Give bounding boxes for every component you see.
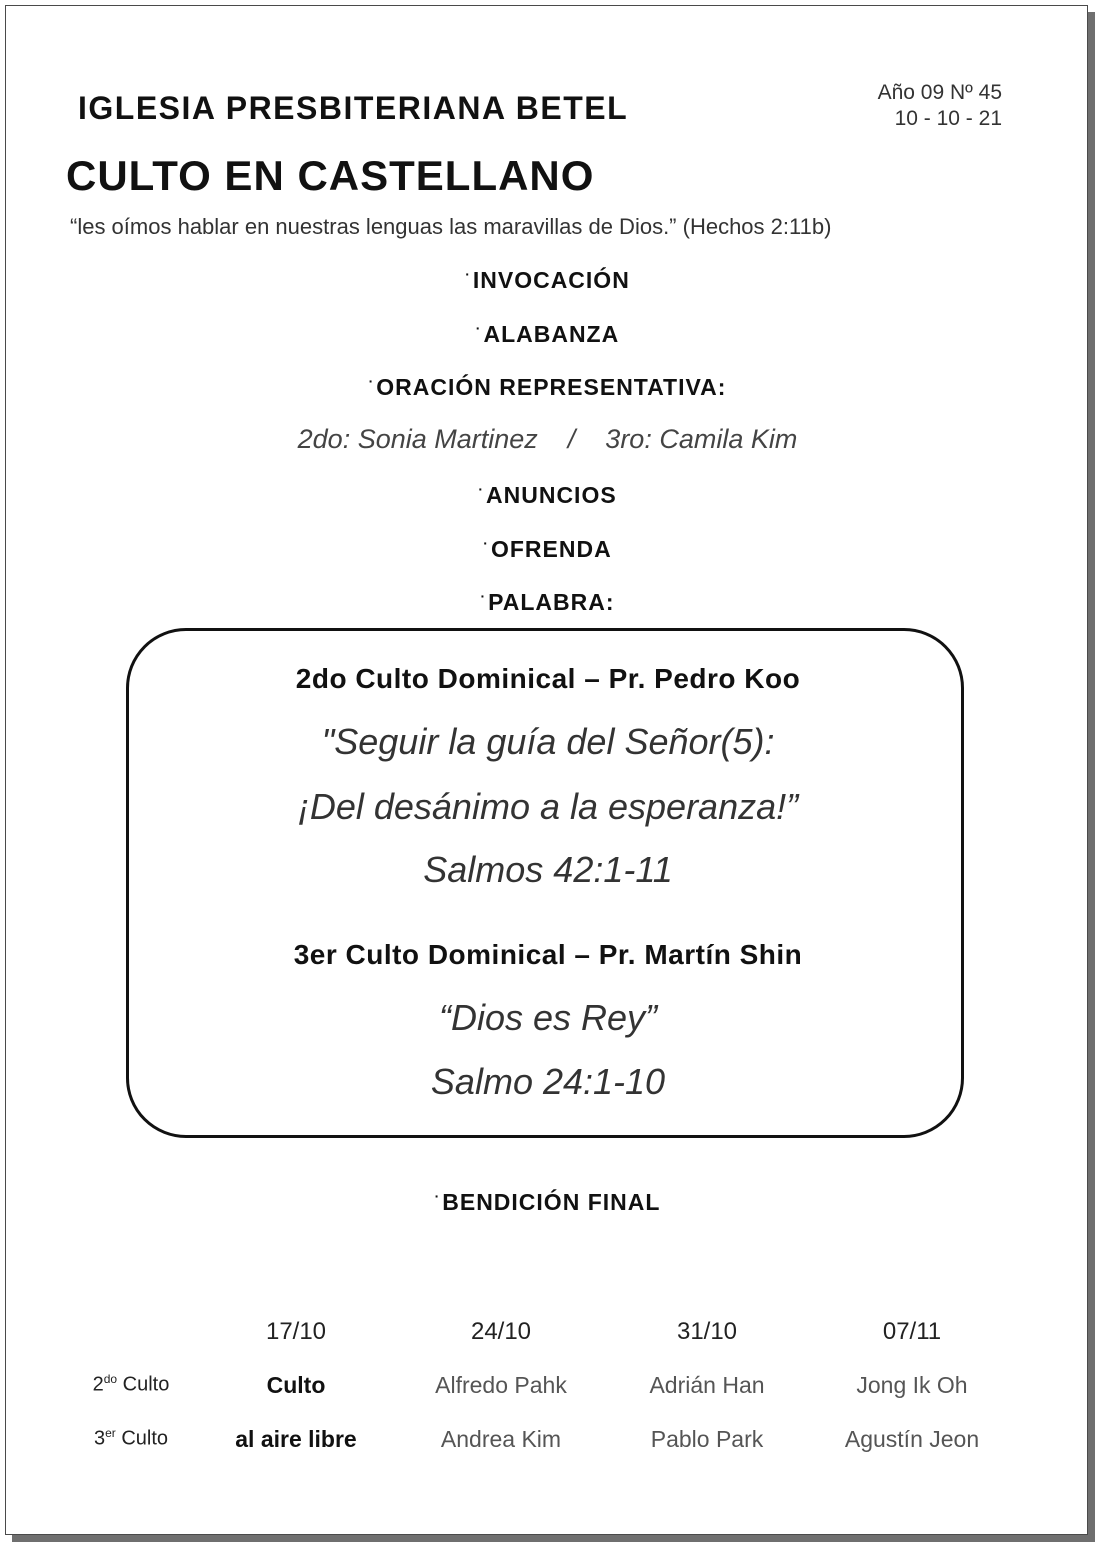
bullet-icon: ·	[480, 588, 487, 604]
section-oracion: ·ORACIÓN REPRESENTATIVA:	[368, 373, 727, 400]
section-ofrenda: ·OFRENDA	[483, 535, 612, 562]
sermon-2do-title-line1: "Seguir la guía del Señor(5):	[321, 721, 775, 762]
bullet-icon: ·	[483, 535, 489, 551]
section-anuncios: ·ANUNCIOS	[478, 481, 617, 508]
bullet-icon: ·	[368, 373, 375, 389]
schedule-date: 24/10	[470, 1318, 532, 1345]
sermon-2do-passage: Salmos 42:1-11	[423, 849, 673, 890]
schedule-cell: Pablo Park	[650, 1426, 764, 1452]
issue-number: Año 09 Nº 45	[877, 81, 1002, 104]
schedule-date: 31/10	[676, 1318, 738, 1345]
schedule-table	[6, 6, 1089, 1536]
bullet-icon: ·	[478, 481, 484, 497]
section-invocacion: ·INVOCACIÓN	[465, 266, 630, 293]
schedule-cell: Adrián Han	[649, 1372, 765, 1398]
schedule-date: 17/10	[265, 1318, 327, 1345]
prayer-2do: 2do: Sonia Martinez	[297, 424, 538, 454]
schedule-cell: Alfredo Pahk	[435, 1372, 567, 1398]
page-title: CULTO EN CASTELLANO	[66, 152, 595, 199]
schedule-cell: al aire libre	[235, 1426, 357, 1452]
sermon-2do-heading: 2do Culto Dominical – Pr. Pedro Koo	[295, 663, 801, 694]
schedule-cell: Andrea Kim	[440, 1426, 562, 1452]
section-bendicion: ·BENDICIÓN FINAL	[434, 1188, 661, 1215]
church-name: IGLESIA PRESBITERIANA BETEL	[78, 90, 629, 126]
sermon-3er-heading: 3er Culto Dominical – Pr. Martín Shin	[293, 939, 803, 970]
schedule-date: 07/11	[882, 1318, 942, 1345]
row-label-2do: $2^{do}$ Culto	[92, 1372, 170, 1396]
schedule-cell: Agustín Jeon	[844, 1426, 980, 1452]
row-label-3er: 3er Culto	[93, 1426, 169, 1450]
bible-verse: “les oímos hablar en nuestras lenguas las maravillas de Dios.” (Hechos 2:11b)	[70, 214, 832, 239]
bullet-icon: ·	[475, 320, 482, 336]
section-palabra: ·PALABRA:	[480, 588, 615, 615]
sermon-3er-title: “Dios es Rey”	[438, 997, 658, 1038]
bulletin-page	[5, 5, 1088, 1535]
issue-date: 10 - 10 - 21	[894, 107, 1002, 130]
schedule-cell: Jong Ik Oh	[856, 1372, 968, 1398]
sermon-3er-passage: Salmo 24:1-10	[430, 1061, 666, 1102]
bullet-icon: ·	[465, 266, 471, 282]
section-alabanza: ·ALABANZA	[475, 320, 620, 347]
prayer-3ro: 3ro: Camila Kim	[605, 424, 798, 454]
bullet-icon: ·	[434, 1188, 441, 1204]
prayer-separator: /	[567, 424, 576, 454]
schedule-cell: Culto	[266, 1372, 326, 1398]
sermon-2do-title-line2: ¡Del desánimo a la esperanza!”	[297, 786, 799, 827]
